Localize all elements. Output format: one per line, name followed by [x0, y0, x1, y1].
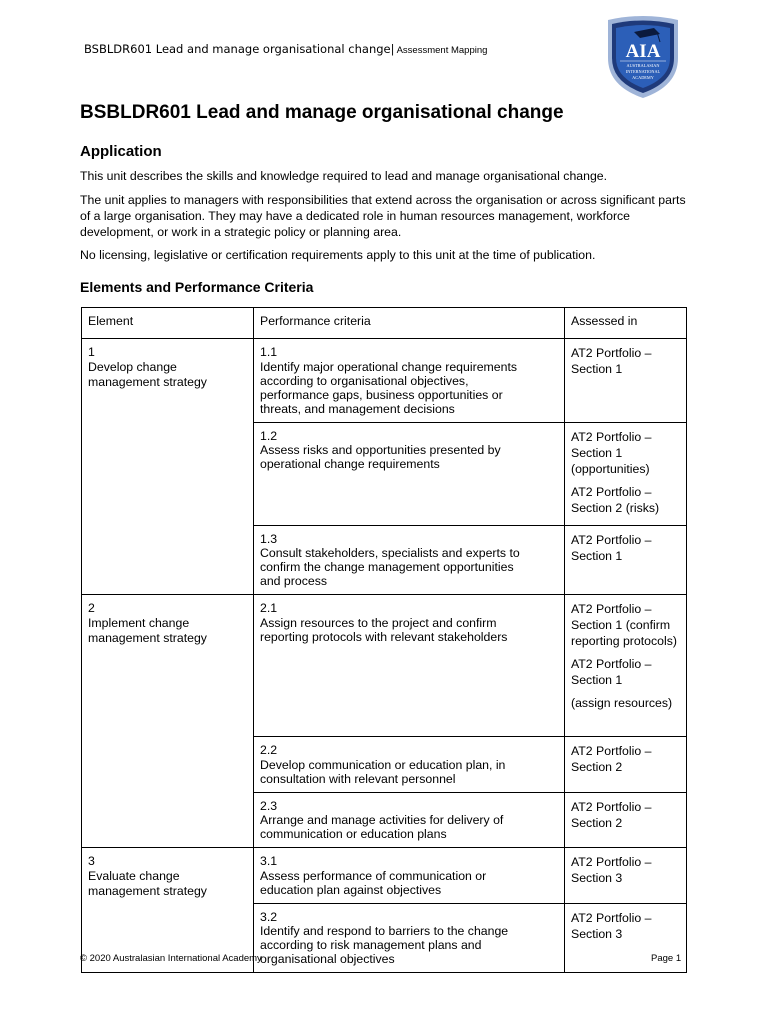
assessed-text: AT2 Portfolio – Section 1 (confirm reporting protocols)	[571, 602, 677, 648]
logo-text: AIA	[625, 41, 661, 62]
criteria-text: Identify and respond to barriers to the change according to risk management plans and organisational objectives	[260, 924, 509, 966]
running-header	[84, 42, 487, 56]
criteria-cell	[254, 848, 565, 904]
elements-heading: Elements and Performance Criteria	[80, 279, 314, 295]
application-paragraph-1: This unit describes the skills and knowledge required to lead and manage organisational change.	[80, 169, 608, 183]
element-name: Evaluate change management strategy	[88, 868, 207, 898]
criteria-text: Develop communication or education plan, in consultation with relevant personnel	[260, 757, 506, 786]
header-performance-criteria: Performance criteria	[254, 308, 565, 339]
assessed-text: AT2 Portfolio – Section 1	[571, 532, 652, 563]
element-cell	[82, 595, 254, 848]
criteria-cell	[254, 525, 565, 595]
criteria-number: 2.1	[260, 601, 278, 615]
criteria-number: 1.1	[260, 345, 278, 359]
criteria-cell	[254, 339, 565, 423]
header-subtitle: Assessment Mapping	[394, 45, 488, 56]
element-number: 1	[88, 345, 95, 359]
criteria-text: Identify major operational change requirements according to organisational objectives, performance gaps, business opportunities or threats, and management decisions	[260, 359, 518, 416]
criteria-text: Arrange and manage activities for delivery of communication or education plans	[260, 813, 504, 841]
assessed-text: AT2 Portfolio – Section 2	[571, 799, 652, 830]
criteria-number: 1.2	[260, 428, 278, 443]
criteria-number: 1.3	[260, 531, 278, 546]
criteria-number: 3.2	[260, 909, 278, 924]
criteria-cell	[254, 595, 565, 737]
logo-line2: INTERNATIONAL	[625, 69, 661, 74]
element-name: Develop change management strategy	[88, 359, 207, 389]
criteria-text: Assess risks and opportunities presented by operational change requirements	[260, 443, 501, 471]
criteria-number: 3.1	[260, 854, 278, 868]
header-unit-title: BSBLDR601 Lead and manage organisational change	[84, 42, 391, 56]
element-number: 2	[88, 601, 95, 615]
element-name: Implement change management strategy	[88, 615, 207, 645]
assessed-text: AT2 Portfolio – Section 1	[571, 657, 652, 687]
assessed-text: AT2 Portfolio – Section 2 (risks)	[571, 484, 660, 515]
header-assessed-in: Assessed in	[565, 308, 687, 339]
element-number: 3	[88, 854, 95, 868]
logo-line1: AUSTRALASIAN	[626, 63, 660, 68]
application-paragraph-3: No licensing, legislative or certification requirements apply to this unit at the time of publication.	[80, 248, 596, 262]
criteria-cell	[254, 737, 565, 793]
criteria-number: 2.2	[260, 743, 278, 757]
table-header-row	[82, 308, 687, 339]
assessed-text: (assign resources)	[571, 696, 673, 710]
footer-page-number: Page 1	[651, 953, 682, 964]
header-element: Element	[82, 308, 254, 339]
assessed-cell	[565, 525, 687, 595]
table-row	[82, 848, 687, 904]
elements-table	[81, 307, 687, 973]
assessed-cell	[565, 848, 687, 904]
application-paragraph-2: The unit applies to managers with responsibilities that extend across the organisation or across significant parts of a large organisation. They may have a dedicated role in human resources management, workforce development, or work in a strategic policy or planning area.	[80, 193, 686, 239]
criteria-cell	[254, 422, 565, 525]
assessed-cell	[565, 422, 687, 525]
element-cell	[82, 339, 254, 595]
application-heading: Application	[80, 143, 162, 160]
aia-logo-icon	[604, 14, 682, 100]
criteria-text: Consult stakeholders, specialists and experts to confirm the change management opportunities and process	[260, 546, 520, 588]
assessed-cell	[565, 595, 687, 737]
assessed-text: AT2 Portfolio – Section 3	[571, 855, 652, 885]
criteria-cell	[254, 903, 565, 973]
assessed-text: AT2 Portfolio – Section 3	[571, 910, 652, 941]
assessed-text: AT2 Portfolio – Section 1	[571, 346, 652, 376]
criteria-text: Assign resources to the project and confirm reporting protocols with relevant stakeholders	[260, 615, 508, 644]
table-row	[82, 595, 687, 737]
assessed-cell	[565, 737, 687, 793]
table-row	[82, 339, 687, 423]
criteria-cell	[254, 792, 565, 848]
assessed-text: AT2 Portfolio – Section 1 (opportunities)	[571, 429, 652, 476]
footer-copyright: © 2020 Australasian International Academy	[80, 953, 262, 964]
criteria-number: 2.3	[260, 798, 278, 813]
page-title: BSBLDR601 Lead and manage organisational change	[80, 102, 564, 123]
assessed-cell	[565, 792, 687, 848]
header-separator: |	[390, 42, 395, 56]
assessed-text: AT2 Portfolio – Section 2	[571, 744, 652, 774]
assessed-cell	[565, 339, 687, 423]
logo-line3: ACADEMY	[632, 75, 654, 80]
criteria-text: Assess performance of communication or education plan against objectives	[260, 868, 487, 897]
